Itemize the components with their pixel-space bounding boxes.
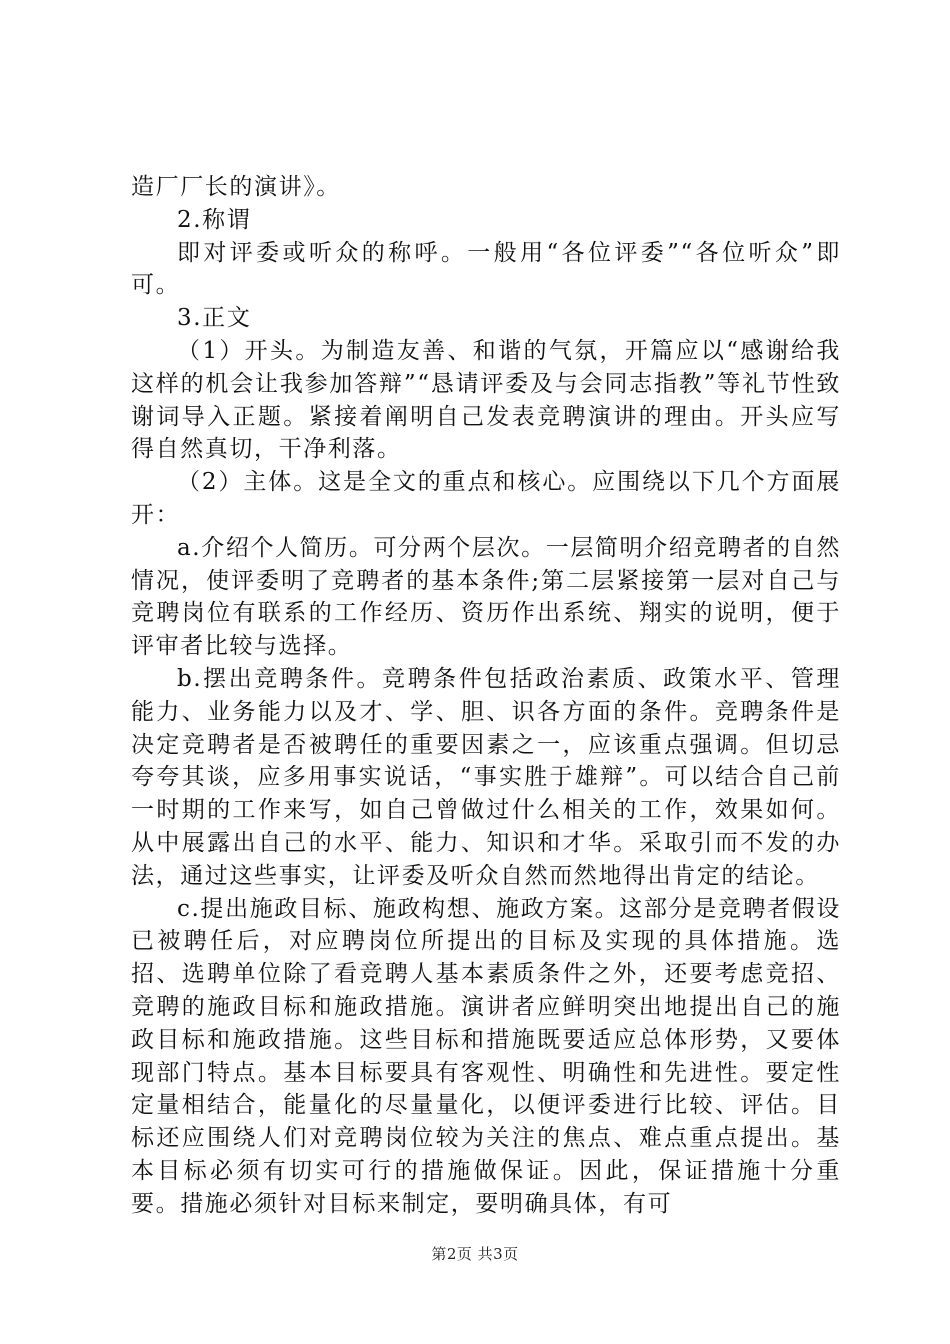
paragraph-continuation: 造厂厂长的演讲》。 <box>131 174 341 200</box>
paragraph-item-b: b.摆出竞聘条件。竞聘条件包括政治素质、政策水平、管理能力、业务能力以及才、学、胆、识各方面的条件。竞聘条件是决定竞聘者是否被聘任的重要因素之一，应该重点强调。但切忌夸夸其谈，应多用事实说话，“事实胜于雄辩”。可以结合自己前一时期的工作来写，如自己曾做过什么相关的工作，效果如何。从中展露出自己的水平、能力、知识和才华。采取引而不发的办法，通过这些事实，让评委及听众自然而然地得出肯定的结论。 <box>131 665 841 889</box>
paragraph-item-a: a.介绍个人简历。可分两个层次。一层简明介绍竞聘者的自然情况，使评委明了竞聘者的基本条件;第二层紧接第一层对自己与竞聘岗位有联系的工作经历、资历作出系统、翔实的说明，便于评审者比较与选择。 <box>131 534 841 660</box>
paragraph-main-body: （2）主体。这是全文的重点和核心。应围绕以下几个方面展开： <box>131 469 841 528</box>
paragraph-opening: （1）开头。为制造友善、和谐的气氛，开篇应以“感谢给我这样的机会让我参加答辩”“恳请评委及与会同志指教”等礼节性致谢词导入正题。紧接着阐明自己发表竞聘演讲的理由。开头应写得自然真切，干净利落。 <box>131 337 841 463</box>
section-heading-body: 3.正文 <box>177 305 252 332</box>
section-heading-salutation: 2.称谓 <box>177 206 252 233</box>
paragraph-salutation: 即对评委或听众的称呼。一般用“各位评委”“各位听众”即可。 <box>131 239 841 299</box>
document-body <box>131 171 841 1221</box>
paragraph-item-c: c.提出施政目标、施政构想、施政方案。这部分是竞聘者假设已被聘任后，对应聘岗位所提出的目标及实现的具体措施。选招、选聘单位除了看竞聘人基本素质条件之外，还要考虑竞招、竞聘的施政目标和施政措施。演讲者应鲜明突出地提出自己的施政目标和施政措施。这些目标和措施既要适应总体形势，又要体现部门特点。基本目标要具有客观性、明确性和先进性。要定性定量相结合，能量化的尽量量化，以便评委进行比较、评估。目标还应围绕人们对竞聘岗位较为关注的焦点、难点重点提出。基本目标必须有切实可行的措施做保证。因此，保证措施十分重要。措施必须针对目标来制定，要明确具体，有可 <box>131 895 841 1217</box>
page-number-footer: 第2页 共3页 <box>431 1245 519 1263</box>
